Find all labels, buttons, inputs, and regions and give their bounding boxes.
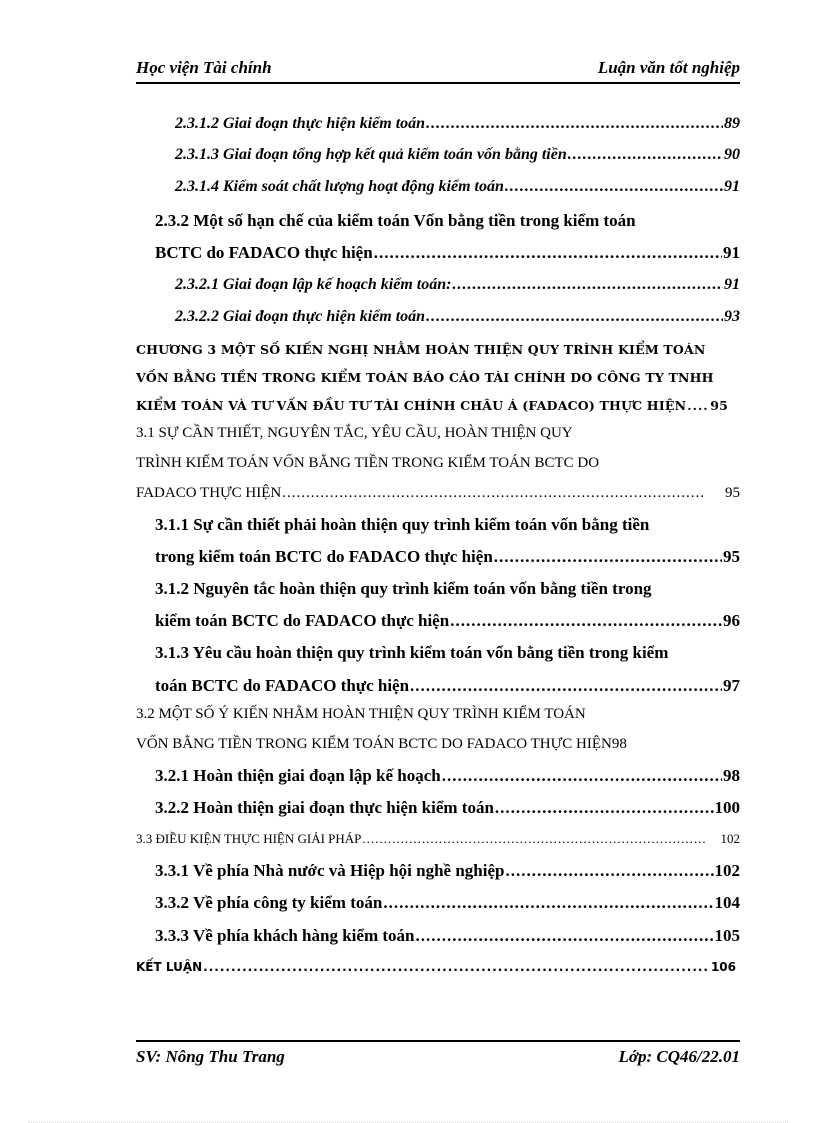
toc-section-3-3[interactable]: 3.3 ĐIỀU KIỆN THỰC HIỆN GIẢI PHÁP ..... 102 <box>136 831 740 847</box>
toc-entry-3-1-3-line1[interactable]: 3.1.3 Yêu cầu hoàn thiện quy trình kiểm toán vốn bằng tiền trong kiểm <box>155 643 669 662</box>
toc-conclusion[interactable]: KẾT LUẬN ..... 106 <box>136 960 736 974</box>
toc-entry-3-1-3[interactable]: toán BCTC do FADACO thực hiện ..... 97 <box>155 676 740 696</box>
toc-chapter-3[interactable]: KIỂM TOÁN VÀ TƯ VẤN ĐẦU TƯ TÀI CHÍNH CHÂU Á (FADACO) THỰC HIỆN ..... 95 <box>136 398 766 413</box>
toc-entry-2-3-2[interactable]: BCTC do FADACO thực hiện ..... 91 <box>155 243 740 263</box>
toc-section-3-1[interactable]: FADACO THỰC HIỆN ..... 95 <box>136 485 740 502</box>
toc-entry-2-3-2-1[interactable]: 2.3.2.1 Giai đoạn lập kế hoạch kiểm toán: ..... 91 <box>175 276 740 294</box>
toc-entry-2-3-2-line1[interactable]: 2.3.2 Một số hạn chế của kiểm toán Vốn bằng tiền trong kiểm toán <box>155 211 636 230</box>
toc-section-3-1-line1[interactable]: 3.1 SỰ CẦN THIẾT, NGUYÊN TẮC, YÊU CẦU, HOÀN THIỆN QUY <box>136 425 573 441</box>
toc-entry-3-3-2[interactable]: 3.3.2 Về phía công ty kiểm toán ..... 104 <box>155 893 740 913</box>
toc-entry-3-2-1[interactable]: 3.2.1 Hoàn thiện giai đoạn lập kế hoạch ..... 98 <box>155 766 740 786</box>
toc-entry-3-2-2[interactable]: 3.2.2 Hoàn thiện giai đoạn thực hiện kiểm toán ..... 100 <box>155 798 740 818</box>
footer-student: SV: Nông Thu Trang <box>136 1047 285 1066</box>
page-footer <box>136 1040 740 1070</box>
toc-entry-3-3-1[interactable]: 3.3.1 Về phía Nhà nước và Hiệp hội nghề nghiệp ..... 102 <box>155 861 740 881</box>
toc-chapter-3-line1[interactable]: CHƯƠNG 3 MỘT SỐ KIẾN NGHỊ NHẰM HOÀN THIỆN QUY TRÌNH KIỂM TOÁN <box>136 342 706 357</box>
toc-chapter-3-line2[interactable]: VỐN BẰNG TIỀN TRONG KIỂM TOÁN BÁO CÁO TÀI CHÍNH DO CÔNG TY TNHH <box>136 370 714 385</box>
footer-class: Lớp: CQ46/22.01 <box>618 1047 740 1066</box>
header-institution: Học viện Tài chính <box>136 58 272 77</box>
toc-entry-3-1-1-line1[interactable]: 3.1.1 Sự cần thiết phải hoàn thiện quy trình kiểm toán vốn bằng tiền <box>155 515 650 534</box>
toc-section-3-2[interactable]: VỐN BẰNG TIỀN TRONG KIỂM TOÁN BCTC DO FADACO THỰC HIỆN 98 <box>136 736 627 752</box>
toc-entry-3-1-1[interactable]: trong kiểm toán BCTC do FADACO thực hiện ..... 95 <box>155 547 740 567</box>
header-document-type: Luận văn tốt nghiệp <box>597 58 740 77</box>
toc-entry-2-3-1-4[interactable]: 2.3.1.4 Kiểm soát chất lượng hoạt động kiểm toán ..... 91 <box>175 178 740 196</box>
toc-entry-2-3-2-2[interactable]: 2.3.2.2 Giai đoạn thực hiện kiểm toán ..... 93 <box>175 308 740 326</box>
toc-section-3-1-line2[interactable]: TRÌNH KIỂM TOÁN VỐN BẰNG TIỀN TRONG KIỂM TOÁN BCTC DO <box>136 455 600 471</box>
toc-entry-2-3-1-3[interactable]: 2.3.1.3 Giai đoạn tổng hợp kết quả kiểm toán vốn bằng tiền ..... 90 <box>175 146 740 164</box>
page-header <box>136 58 740 84</box>
toc-section-3-2-line1[interactable]: 3.2 MỘT SỐ Ý KIẾN NHẰM HOÀN THIỆN QUY TRÌNH KIỂM TOÁN <box>136 706 586 722</box>
toc-entry-2-3-1-2[interactable]: 2.3.1.2 Giai đoạn thực hiện kiểm toán ..... 89 <box>175 115 740 133</box>
toc-entry-3-1-2-line1[interactable]: 3.1.2 Nguyên tắc hoàn thiện quy trình kiểm toán vốn bằng tiền trong <box>155 579 652 598</box>
toc-entry-3-3-3[interactable]: 3.3.3 Về phía khách hàng kiểm toán ..... 105 <box>155 926 740 946</box>
toc-entry-3-1-2[interactable]: kiểm toán BCTC do FADACO thực hiện ..... 96 <box>155 611 740 631</box>
